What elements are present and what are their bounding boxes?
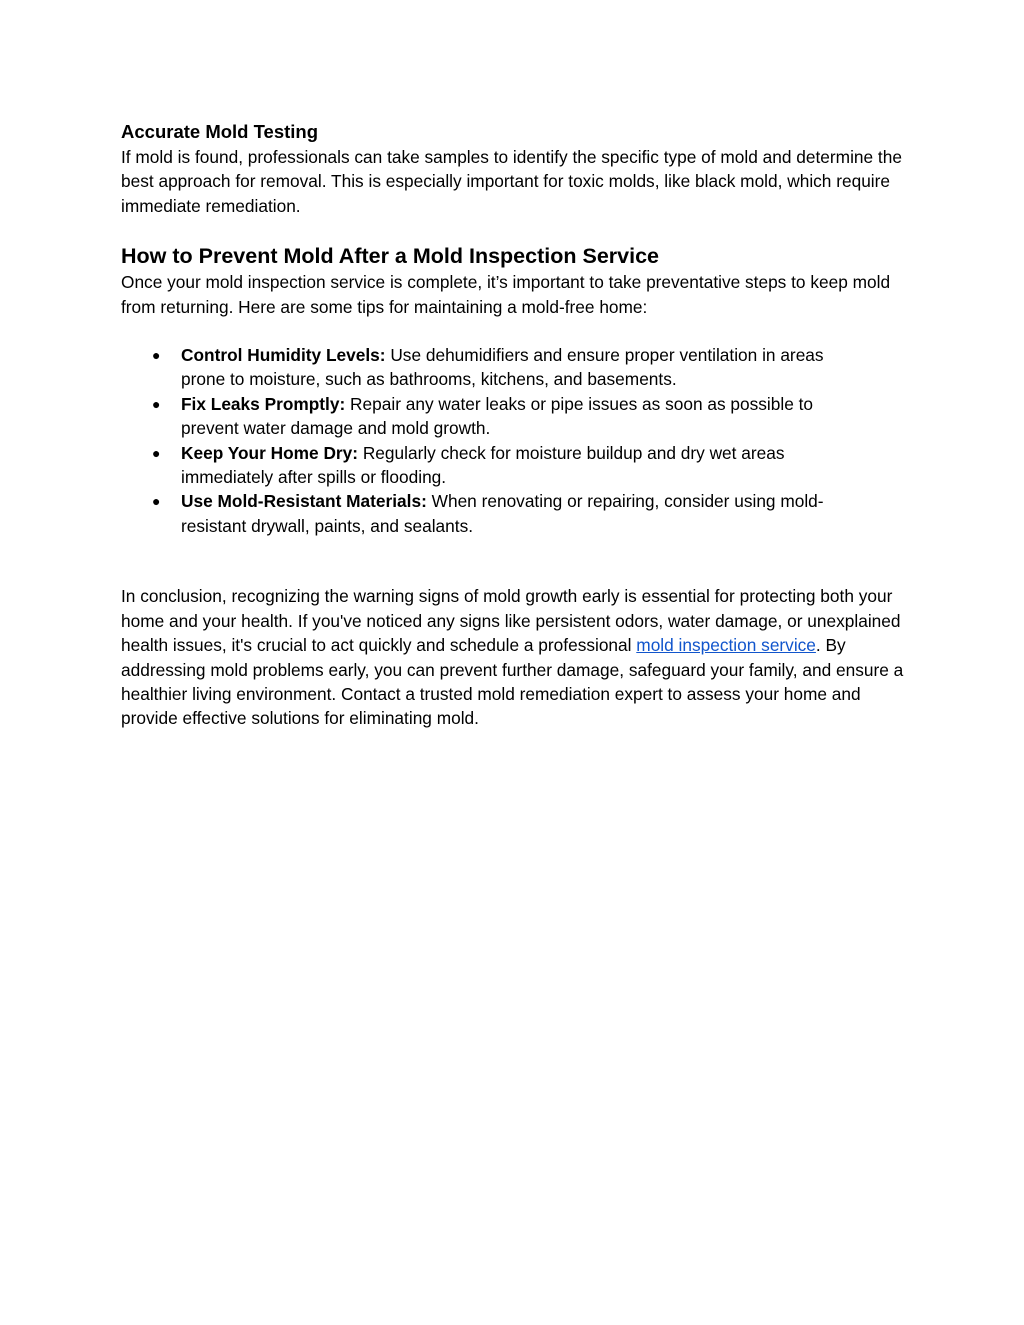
conclusion-paragraph bbox=[121, 584, 911, 730]
tip-title: Control Humidity Levels: bbox=[181, 345, 386, 366]
tip-text: Repair any water leaks or pipe issues as soon as possible to prevent water damage and mold growth. bbox=[181, 393, 814, 439]
bullet-icon: ● bbox=[152, 347, 161, 364]
tip-text: Regularly check for moisture buildup and dry wet areas immediately after spills or flooding. bbox=[181, 442, 785, 488]
tip-title: Keep Your Home Dry: bbox=[181, 442, 359, 463]
document-page bbox=[121, 119, 911, 731]
spacer bbox=[121, 218, 911, 242]
bullet-icon: ● bbox=[152, 444, 161, 461]
spacer bbox=[121, 319, 911, 343]
list-item bbox=[152, 489, 911, 538]
section-heading-prevent-mold: How to Prevent Mold After a Mold Inspection Service bbox=[121, 244, 659, 269]
list-item bbox=[152, 441, 911, 490]
section-heading-accurate-mold-testing: Accurate Mold Testing bbox=[121, 121, 319, 142]
tip-text: When renovating or repairing, consider using mold-resistant drywall, paints, and sealants. bbox=[181, 491, 824, 536]
tips-list bbox=[121, 343, 911, 538]
tip-text: Use dehumidifiers and ensure proper ventilation in areas prone to moisture, such as bathrooms, kitchens, and basements. bbox=[181, 345, 824, 390]
conclusion-text-after-link: . By addressing mold problems early, you can prevent further damage, safeguard your family, and ensure a healthier living environment. Contact a trusted mold remediation expert to assess your home and provide effective solutions for eliminating mold. bbox=[121, 635, 904, 729]
tip-title: Use Mold-Resistant Materials: bbox=[181, 491, 427, 512]
bullet-icon: ● bbox=[152, 493, 161, 510]
tip-title: Fix Leaks Promptly: bbox=[181, 393, 346, 414]
list-item bbox=[152, 343, 911, 392]
spacer bbox=[121, 538, 911, 584]
section-body-accurate-mold-testing: If mold is found, professionals can take samples to identify the specific type of mold and determine the best approach for removal. This is especially important for toxic molds, like black mold, which require immediate remediation. bbox=[121, 147, 902, 216]
bullet-icon: ● bbox=[152, 395, 161, 412]
section-intro-prevent-mold: Once your mold inspection service is complete, it’s important to take preventative steps to keep mold from returning. Here are some tips for maintaining a mold-free home: bbox=[121, 272, 891, 317]
list-item bbox=[152, 392, 911, 441]
mold-inspection-service-link[interactable]: mold inspection service bbox=[636, 635, 816, 656]
conclusion-text-before-link: In conclusion, recognizing the warning signs of mold growth early is essential for protecting both your home and your health. If you've noticed any signs like persistent odors, water damage, or unexplained health issues, it's crucial to act quickly and schedule a professional bbox=[121, 586, 901, 656]
